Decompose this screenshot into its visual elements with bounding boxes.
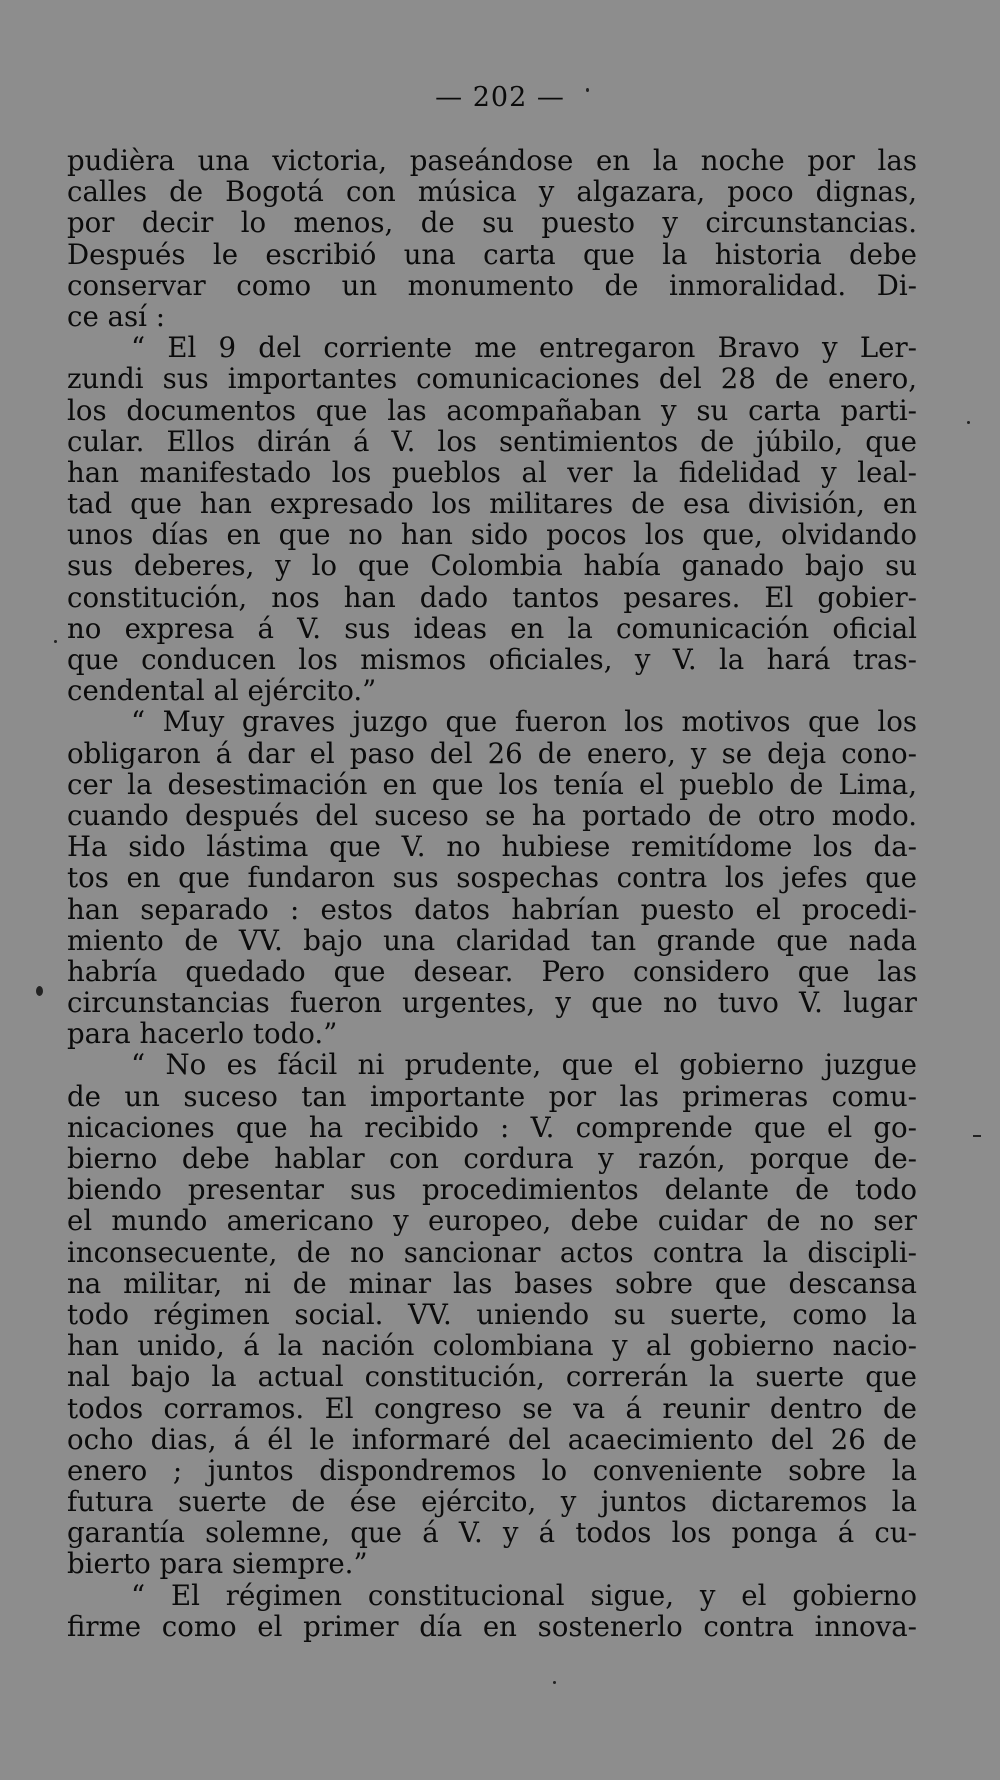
text-line: zundi sus importantes comunicaciones del 28 de enero,: [67, 362, 917, 396]
text-line: ce así :: [67, 299, 166, 333]
scan-speck: [586, 88, 589, 92]
text-line: Después le escribió una carta que la historia debe: [67, 237, 917, 271]
text-line: “ El régimen constitucional sigue, y el gobierno: [131, 1578, 917, 1612]
text-line: pudièra una victoria, paseándose en la noche por las: [67, 144, 917, 177]
text-line: “ El 9 del corriente me entregaron Bravo y Ler-: [131, 331, 917, 365]
text-line: por decir lo menos, de su puesto y circunstancias.: [67, 206, 917, 240]
text-line: calles de Bogotá con música y algazara, poco dignas,: [67, 175, 917, 209]
text-line: “ Muy graves juzgo que fueron los motivos que los: [131, 705, 917, 739]
text-line: cular. Ellos dirán á V. los sentimientos de júbilo, que: [67, 424, 917, 458]
text-line: tad que han expresado los militares de esa división, en: [67, 487, 917, 521]
text-line: circunstancias fueron urgentes, y que no tuvo V. lugar: [67, 986, 917, 1020]
text-line: enero ; juntos dispondremos lo conveniente sobre la: [67, 1453, 917, 1487]
text-line: han unido, á la nación colombiana y al gobierno nacio-: [67, 1329, 917, 1363]
scan-speck: [553, 1681, 556, 1684]
text-line: nicaciones que ha recibido : V. comprende que el go-: [67, 1110, 917, 1144]
text-line: bierto para siempre.”: [67, 1547, 368, 1581]
scan-speck: [967, 421, 970, 424]
text-line: obligaron á dar el paso del 26 de enero, y se deja cono-: [67, 736, 917, 770]
text-line: cer la desestimación en que los tenía el pueblo de Lima,: [67, 767, 917, 801]
text-line: cendental al ejército.”: [67, 674, 377, 708]
text-line: ocho dias, á él le informaré del acaecimiento del 26 de: [67, 1422, 917, 1456]
text-line: que conducen los mismos oficiales, y V. la hará tras-: [67, 643, 917, 676]
text-line: sus deberes, y lo que Colombia había ganado bajo su: [67, 549, 917, 583]
text-line: garantía solemne, que á V. y á todos los ponga á cu-: [67, 1516, 917, 1550]
text-line: “ No es fácil ni prudente, que el gobierno juzgue: [131, 1048, 917, 1082]
scan-speck: [54, 640, 57, 643]
text-line: bierno debe hablar con cordura y razón, porque de-: [67, 1142, 917, 1175]
text-line: el mundo americano y europeo, debe cuidar de no ser: [67, 1204, 917, 1238]
text-line: para hacerlo todo.”: [67, 1017, 338, 1051]
text-line: habría quedado que desear. Pero considero que las: [67, 954, 917, 988]
text-line: han manifestado los pueblos al ver la fidelidad y leal-: [67, 455, 917, 489]
text-line: unos días en que no han sido pocos los que, olvidando: [67, 518, 917, 552]
text-line: no expresa á V. sus ideas en la comunicación oficial: [67, 611, 917, 645]
text-line: cuando después del suceso se ha portado de otro modo.: [67, 798, 917, 832]
page-number: — 202 —: [435, 82, 565, 113]
text-line: conservar como un monumento de inmoralidad. Di-: [67, 268, 917, 302]
text-line: tos en que fundaron sus sospechas contra los jefes que: [67, 861, 917, 895]
text-line: han separado : estos datos habrían puesto el procedi-: [67, 892, 917, 926]
text-line: todos corramos. El congreso se va á reunir dentro de: [67, 1391, 917, 1425]
text-line: miento de VV. bajo una claridad tan grande que nada: [67, 923, 917, 957]
text-line: todo régimen social. VV. uniendo su suerte, como la: [67, 1297, 917, 1331]
text-line: inconsecuente, de no sancionar actos contra la discipli-: [67, 1235, 917, 1269]
text-line: Ha sido lástima que V. no hubiese remitídome los da-: [67, 830, 917, 864]
body-text: [67, 145, 917, 1642]
text-line: na militar, ni de minar las bases sobre que descansa: [67, 1266, 917, 1300]
text-line: firme como el primer día en sostenerlo contra innova-: [67, 1609, 917, 1643]
text-line: constitución, nos han dado tantos pesares. El gobier-: [67, 580, 917, 614]
scan-speck: [36, 986, 43, 996]
text-line: biendo presentar sus procedimientos delante de todo: [67, 1173, 917, 1207]
text-line: los documentos que las acompañaban y su carta parti-: [67, 393, 917, 427]
scan-speck: [973, 1135, 981, 1137]
text-line: de un suceso tan importante por las primeras comu-: [67, 1079, 917, 1113]
text-line: futura suerte de ése ejército, y juntos dictaremos la: [67, 1485, 917, 1519]
text-line: nal bajo la actual constitución, correrán la suerte que: [67, 1360, 917, 1394]
